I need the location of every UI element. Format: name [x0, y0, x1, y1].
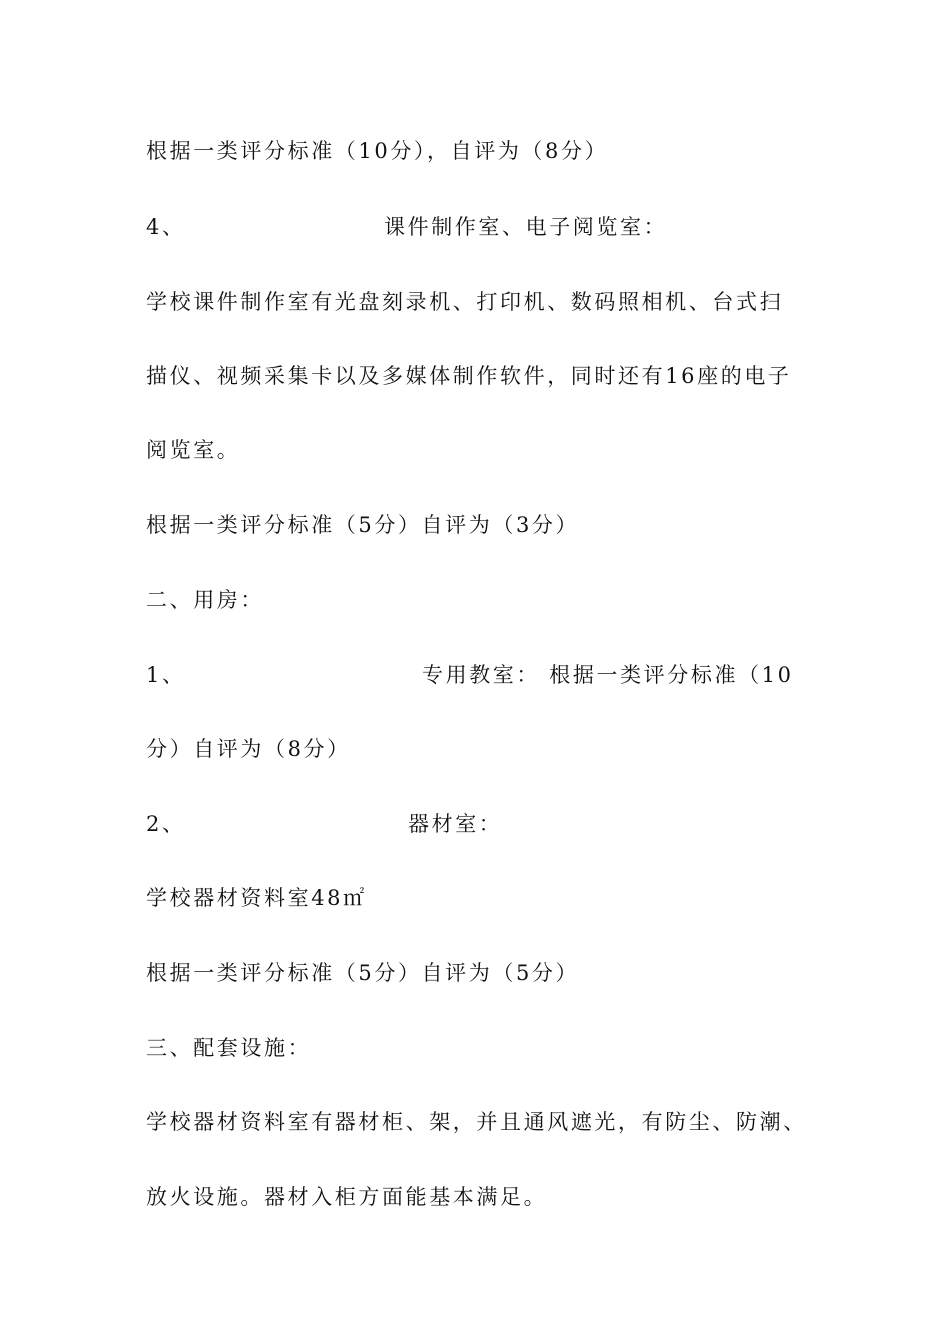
item-4-title: 课件制作室、电子阅览室：	[384, 215, 668, 239]
score-line-2: 根据一类评分标准（5分）自评为（3分）	[146, 513, 580, 537]
item-2-title: 器材室：	[408, 812, 503, 836]
section-heading-3: 三、配套设施：	[146, 1036, 312, 1060]
item-4-number: 4、	[146, 215, 186, 239]
item-1-number: 1、	[146, 663, 186, 687]
body-text-line: 描仪、视频采集卡以及多媒体制作软件，同时还有16座的电子	[146, 364, 792, 388]
item-2-number: 2、	[146, 812, 186, 836]
score-line-4: 根据一类评分标准（5分）自评为（5分）	[146, 961, 580, 985]
score-line-1: 根据一类评分标准（10分），自评为（8分）	[146, 139, 609, 163]
section-heading-2: 二、用房：	[146, 588, 264, 612]
body-text-line: 学校课件制作室有光盘刻录机、打印机、数码照相机、台式扫	[146, 290, 784, 314]
body-text-line: 阅览室。	[146, 438, 241, 462]
item-1-title: 专用教室： 根据一类评分标准（10	[422, 663, 794, 687]
body-text-line: 学校器材资料室有器材柜、架，并且通风遮光，有防尘、防潮、	[146, 1110, 807, 1134]
body-text-line: 放火设施。器材入柜方面能基本满足。	[146, 1185, 548, 1209]
body-text-line: 学校器材资料室48㎡	[146, 886, 367, 910]
score-line-3: 分）自评为（8分）	[146, 737, 351, 761]
